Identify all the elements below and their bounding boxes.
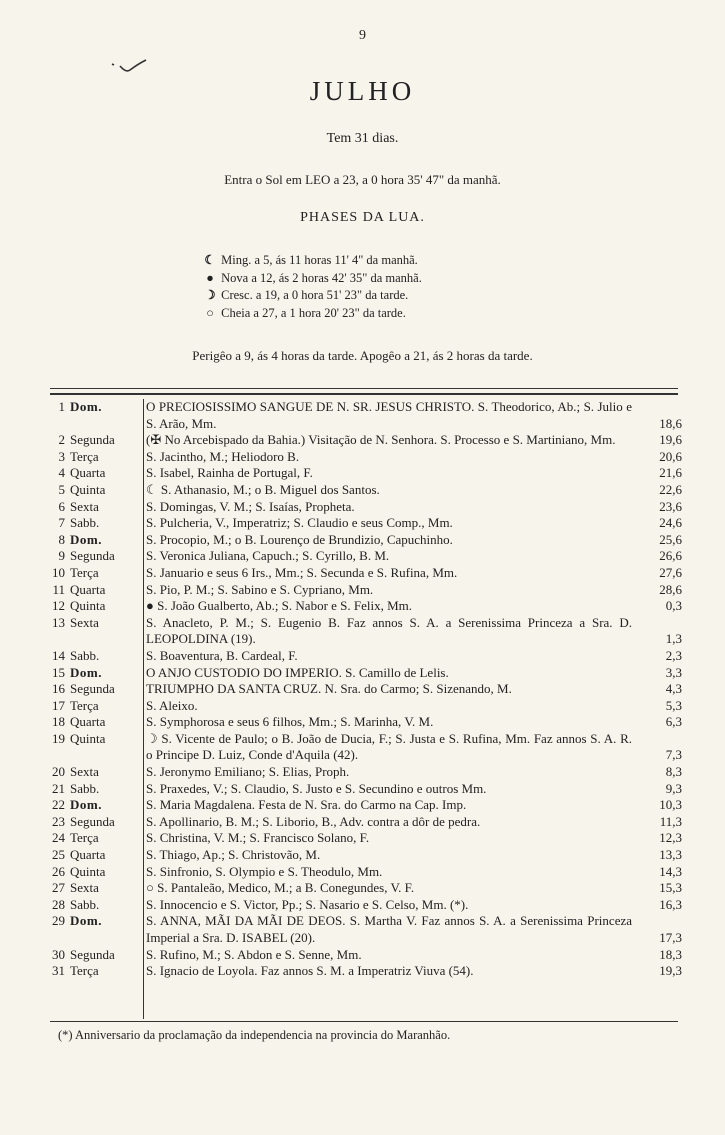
moon-age-value: 15,3: [659, 880, 682, 896]
perigee-apogee: Perigêo a 9, ás 4 horas da tarde. Apogêo a 21, ás 2 horas da tarde.: [192, 348, 533, 363]
moon-age-value: 10,3: [659, 797, 682, 813]
calendar-row: [50, 565, 690, 582]
saints-description: S. Veronica Juliana, Capuch.; S. Cyrillo, B. M.: [146, 548, 390, 564]
moon-phase-row: [202, 287, 422, 305]
day-number: 23: [52, 813, 65, 829]
moon-age-value: 12,3: [659, 830, 682, 846]
calendar-row: [50, 963, 690, 980]
calendar-row: [50, 897, 690, 914]
day-number: 24: [52, 830, 65, 846]
calendar-row: [50, 499, 690, 516]
calendar-row: [50, 847, 690, 864]
weekday: Sexta: [70, 764, 99, 780]
day-number: 8: [58, 531, 65, 547]
calendar-row: [50, 482, 690, 499]
moon-phase-text: Nova a 12, ás 2 horas 42' 35" da manhã.: [221, 270, 422, 285]
calendar-row: [50, 399, 690, 432]
moon-age-value: 25,6: [659, 531, 682, 547]
moon-waxing-icon: ☽: [204, 288, 216, 302]
saints-description: S. Anacleto, P. M.; S. Eugenio B. Faz annos S. A. a Serenissima Princeza a Sra. D. LEOPOLDINA (19).: [146, 614, 632, 647]
calendar-row: [50, 681, 690, 698]
day-number: 31: [52, 963, 65, 979]
day-number: 14: [52, 647, 65, 663]
weekday: Sabb.: [70, 515, 100, 531]
footnote: (*) Anniversario da proclamação da independencia na provincia do Maranhão.: [58, 1028, 451, 1042]
day-number: 3: [58, 448, 65, 464]
sun-entry: Entra o Sol em LEO a 23, a 0 hora 35' 47" da manhã.: [224, 172, 501, 187]
saints-description: S. Praxedes, V.; S. Claudio, S. Justo e S. Secundino e outros Mm.: [146, 780, 487, 796]
weekday: Quarta: [70, 465, 106, 481]
weekday: Dom.: [70, 531, 102, 547]
phases-title: PHASES DA LUA.: [300, 210, 425, 225]
moon-age-value: 28,6: [659, 581, 682, 597]
saints-description: S. Januario e seus 6 Irs., Mm.; S. Secunda e S. Rufina, Mm.: [146, 564, 458, 580]
moon-full-icon: ○: [206, 305, 214, 320]
moon-age-value: 20,6: [659, 448, 682, 464]
moon-age-value: 5,3: [665, 697, 682, 713]
moon-phase-row: [202, 305, 422, 323]
saints-description: ● S. João Gualberto, Ab.; S. Nabor e S. Felix, Mm.: [146, 598, 413, 614]
day-number: 6: [58, 498, 65, 514]
calendar-row: [50, 830, 690, 847]
moon-age-value: 19,6: [659, 432, 682, 448]
saints-description: S. Jeronymo Emiliano; S. Elias, Proph.: [146, 764, 350, 780]
moon-phase-text: Cheia a 27, a 1 hora 20' 23" da tarde.: [221, 305, 406, 320]
day-number: 2: [58, 432, 65, 448]
day-number: 17: [52, 697, 65, 713]
moon-age-value: 18,6: [659, 415, 682, 431]
day-number: 29: [52, 913, 65, 929]
calendar-row: [50, 864, 690, 881]
moon-phases: [202, 252, 422, 322]
calendar-row: [50, 714, 690, 731]
moon-age-value: 19,3: [659, 963, 682, 979]
column-divider: [143, 399, 144, 1019]
weekday: Quinta: [70, 481, 106, 497]
month-title: JULHO: [309, 76, 416, 106]
moon-age-value: 21,6: [659, 465, 682, 481]
moon-age-value: 18,3: [659, 946, 682, 962]
calendar-row: [50, 913, 690, 946]
saints-description: S. Pio, P. M.; S. Sabino e S. Cypriano, Mm.: [146, 581, 374, 597]
moon-age-value: 23,6: [659, 498, 682, 514]
moon-age-value: 9,3: [665, 780, 682, 796]
day-number: 9: [58, 548, 65, 564]
day-number: 11: [52, 581, 65, 597]
moon-age-value: 1,3: [665, 631, 682, 647]
saints-description: TRIUMPHO DA SANTA CRUZ. N. Sra. do Carmo; S. Sizenando, M.: [146, 681, 512, 697]
day-number: 10: [52, 564, 65, 580]
moon-age-value: 7,3: [665, 747, 682, 763]
saints-description: S. Apollinario, B. M.; S. Liborio, B., Adv. contra a dôr de pedra.: [146, 813, 481, 829]
moon-age-value: 3,3: [665, 664, 682, 680]
top-rule-thick: [50, 393, 678, 395]
calendar-row: [50, 515, 690, 532]
weekday: Segunda: [70, 548, 115, 564]
moon-age-value: 6,3: [665, 714, 682, 730]
weekday: Quinta: [70, 730, 106, 746]
bottom-rule: [50, 1021, 678, 1022]
day-number: 15: [52, 664, 65, 680]
day-number: 4: [58, 465, 65, 481]
day-number: 7: [58, 515, 65, 531]
weekday: Sexta: [70, 614, 99, 630]
saints-description: O ANJO CUSTODIO DO IMPERIO. S. Camillo de Lelis.: [146, 664, 449, 680]
day-number: 26: [52, 863, 65, 879]
calendar-row: [50, 797, 690, 814]
weekday: Dom.: [70, 913, 102, 929]
page-number: 9: [359, 28, 366, 43]
weekday: Segunda: [70, 946, 115, 962]
calendar-row: [50, 698, 690, 715]
saints-description: ☾ S. Athanasio, M.; o B. Miguel dos Santos.: [146, 481, 380, 497]
day-number: 5: [58, 481, 65, 497]
weekday: Quarta: [70, 847, 106, 863]
weekday: Sabb.: [70, 896, 100, 912]
weekday: Sexta: [70, 498, 99, 514]
calendar-row: [50, 731, 690, 764]
calendar-row: [50, 648, 690, 665]
weekday: Terça: [70, 830, 99, 846]
calendar-row: [50, 449, 690, 466]
weekday: Quarta: [70, 581, 106, 597]
weekday: Sexta: [70, 880, 99, 896]
calendar-row: [50, 665, 690, 682]
moon-age-value: 2,3: [665, 647, 682, 663]
saints-description: S. ANNA, MÃI DA MÃI DE DEOS. S. Martha V. Faz annos S. A. a Serenissima Princeza Imperial a Sra. D. ISABEL (20).: [146, 913, 632, 945]
day-number: 28: [52, 896, 65, 912]
moon-age-value: 8,3: [665, 764, 682, 780]
weekday: Terça: [70, 697, 99, 713]
saints-description: S. Domingas, V. M.; S. Isaías, Propheta.: [146, 498, 355, 514]
moon-phase-text: Cresc. a 19, a 0 hora 51' 23" da tarde.: [221, 288, 409, 302]
calendar-row: [50, 548, 690, 565]
day-number: 20: [52, 764, 65, 780]
weekday: Quinta: [70, 598, 106, 614]
calendar-row: [50, 880, 690, 897]
check-mark-icon: [110, 58, 150, 78]
calendar-row: [50, 532, 690, 549]
moon-phase-row: [202, 252, 422, 270]
day-number: 19: [52, 730, 65, 746]
calendar-row: [50, 465, 690, 482]
day-number: 13: [52, 614, 65, 630]
saints-description: S. Jacintho, M.; Heliodoro B.: [146, 448, 300, 464]
weekday: Dom.: [70, 797, 102, 813]
saints-description: S. Pulcheria, V., Imperatriz; S. Claudio e seus Comp., Mm.: [146, 515, 453, 531]
moon-age-value: 16,3: [659, 896, 682, 912]
calendar-row: [50, 615, 690, 648]
saints-description: ☽ S. Vicente de Paulo; o B. João de Ducia, F.; S. Justa e S. Rufina, Mm. Faz annos S. A. R. o Principe D. Luiz, Conde d'Aquila (42).: [146, 730, 632, 763]
moon-age-value: 17,3: [659, 930, 682, 945]
weekday: Segunda: [70, 813, 115, 829]
moon-phase-row: [202, 270, 422, 288]
day-number: 18: [52, 714, 65, 730]
saints-description: S. Sinfronio, S. Olympio e S. Theodulo, Mm.: [146, 863, 383, 879]
weekday: Quarta: [70, 714, 106, 730]
saints-description: S. Boaventura, B. Cardeal, F.: [146, 647, 298, 663]
weekday: Dom.: [70, 399, 102, 414]
weekday: Sabb.: [70, 780, 100, 796]
saints-description: S. Christina, V. M.; S. Francisco Solano, F.: [146, 830, 370, 846]
saints-description: S. Aleixo.: [146, 697, 198, 713]
day-number: 16: [52, 681, 65, 697]
top-rule: [50, 388, 678, 389]
moon-new-icon: ●: [206, 270, 214, 285]
calendar-row: [50, 598, 690, 615]
weekday: Segunda: [70, 681, 115, 697]
weekday: Quinta: [70, 863, 106, 879]
saints-description: S. Innocencio e S. Victor, Pp.; S. Nasario e S. Celso, Mm. (*).: [146, 896, 469, 912]
moon-age-value: 24,6: [659, 515, 682, 531]
calendar-table: [50, 399, 690, 980]
moon-age-value: 11,3: [659, 813, 682, 829]
days-count: Tem 31 dias.: [326, 131, 399, 146]
weekday: Terça: [70, 963, 99, 979]
calendar-row: [50, 781, 690, 798]
saints-description: S. Symphorosa e seus 6 filhos, Mm.; S. Marinha, V. M.: [146, 714, 434, 730]
weekday: Sabb.: [70, 647, 100, 663]
saints-description: S. Isabel, Rainha de Portugal, F.: [146, 465, 313, 481]
calendar-row: [50, 432, 690, 449]
weekday: Terça: [70, 564, 99, 580]
calendar-row: [50, 582, 690, 599]
saints-description: S. Procopio, M.; o B. Lourenço de Brundizio, Capuchinho.: [146, 531, 453, 547]
day-number: 21: [52, 780, 65, 796]
day-number: 22: [52, 797, 65, 813]
calendar-row: [50, 947, 690, 964]
saints-description: S. Rufino, M.; S. Abdon e S. Senne, Mm.: [146, 946, 362, 962]
calendar-row: [50, 814, 690, 831]
day-number: 30: [52, 946, 65, 962]
moon-age-value: 22,6: [659, 481, 682, 497]
saints-description: S. Ignacio de Loyola. Faz annos S. M. a Imperatriz Viuva (54).: [146, 963, 474, 979]
weekday: Terça: [70, 448, 99, 464]
weekday: Segunda: [70, 432, 115, 448]
moon-age-value: 14,3: [659, 863, 682, 879]
saints-description: S. Maria Magdalena. Festa de N. Sra. do Carmo na Cap. Imp.: [146, 797, 467, 813]
moon-phase-text: Ming. a 5, ás 11 horas 11' 4" da manhã.: [221, 253, 418, 267]
day-number: 25: [52, 847, 65, 863]
day-number: 1: [58, 399, 65, 414]
moon-age-value: 26,6: [659, 548, 682, 564]
day-number: 12: [52, 598, 65, 614]
calendar-row: [50, 764, 690, 781]
saints-description: O PRECIOSISSIMO SANGUE DE N. SR. JESUS CHRISTO. S. Theodorico, Ab.; S. Julio e S. Arão, Mm.: [146, 399, 632, 431]
moon-age-value: 0,3: [665, 598, 682, 614]
moon-age-value: 13,3: [659, 847, 682, 863]
moon-age-value: 4,3: [665, 681, 682, 697]
moon-waning-icon: ☾: [204, 253, 216, 267]
saints-description: ○ S. Pantaleão, Medico, M.; a B. Conegundes, V. F.: [146, 880, 415, 896]
saints-description: (✠ No Arcebispado da Bahia.) Visitação de N. Senhora. S. Processo e S. Martiniano, Mm.: [146, 432, 616, 448]
day-number: 27: [52, 880, 65, 896]
saints-description: S. Thiago, Ap.; S. Christovão, M.: [146, 847, 321, 863]
moon-age-value: 27,6: [659, 564, 682, 580]
weekday: Dom.: [70, 664, 102, 680]
